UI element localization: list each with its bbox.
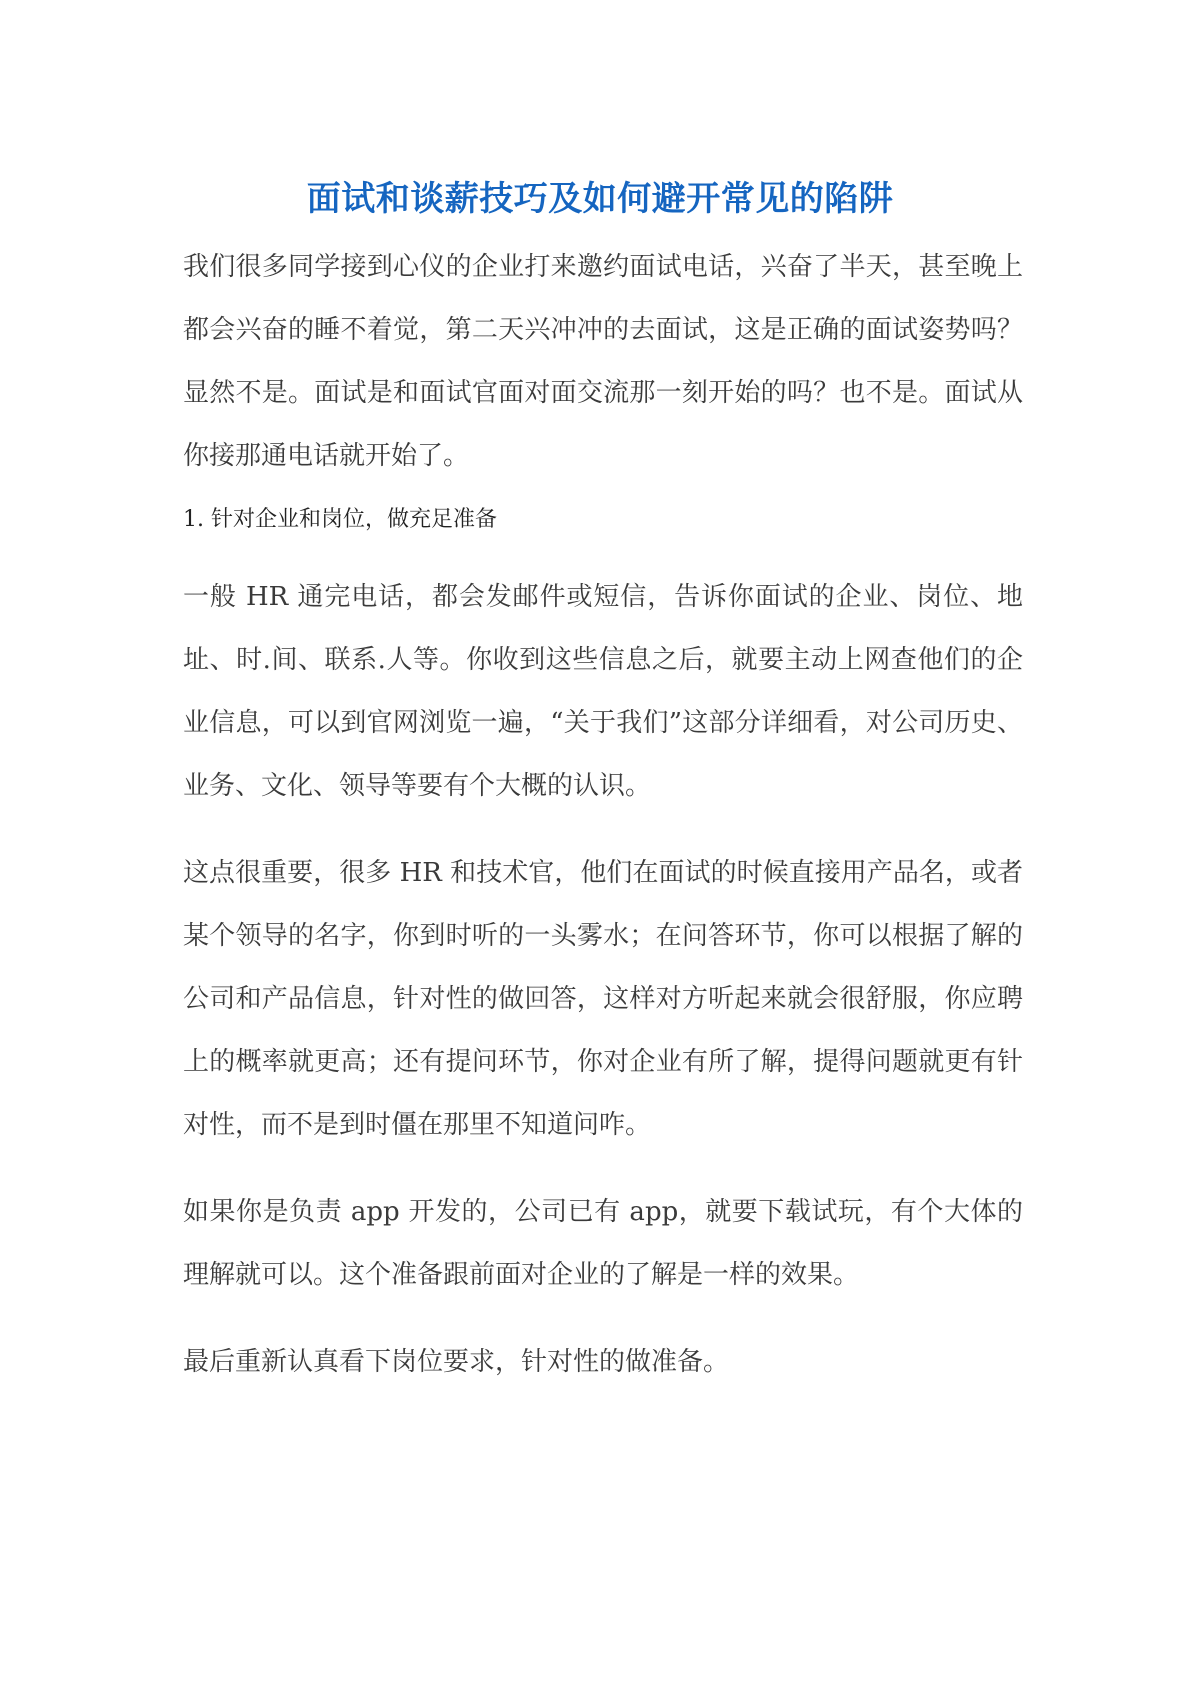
body-paragraph-3: 如果你是负责 app 开发的，公司已有 app，就要下载试玩，有个大体的理解就可以。这个准备跟前面对企业的了解是一样的效果。	[183, 1197, 1023, 1290]
section-heading: 1. 针对企业和岗位，做充足准备	[183, 507, 497, 532]
body-paragraph-1: 一般 HR 通完电话，都会发邮件或短信，告诉你面试的企业、岗位、地址、时.间、联系.人等。你收到这些信息之后，就要主动上网查他们的企业信息，可以到官网浏览一遍，“关于我们”这部分详细看，对公司历史、业务、文化、领导等要有个大概的认识。	[183, 582, 1023, 801]
document-body	[183, 236, 1023, 1394]
intro-paragraph: 我们很多同学接到心仪的企业打来邀约面试电话，兴奋了半天，甚至晚上都会兴奋的睡不着觉，第二天兴冲冲的去面试，这是正确的面试姿势吗？显然不是。面试是和面试官面对面交流那一刻开始的吗？也不是。面试从你接那通电话就开始了。	[183, 252, 1023, 471]
document-title: 面试和谈薪技巧及如何避开常见的陷阱	[306, 178, 894, 219]
body-paragraph-2: 这点很重要，很多 HR 和技术官，他们在面试的时候直接用产品名，或者某个领导的名字，你到时听的一头雾水；在问答环节，你可以根据了解的公司和产品信息，针对性的做回答，这样对方听起来就会很舒服，你应聘上的概率就更高；还有提问环节，你对企业有所了解，提得问题就更有针对性，而不是到时僵在那里不知道问咋。	[183, 858, 1023, 1140]
body-paragraph-4: 最后重新认真看下岗位要求，针对性的做准备。	[183, 1347, 730, 1377]
